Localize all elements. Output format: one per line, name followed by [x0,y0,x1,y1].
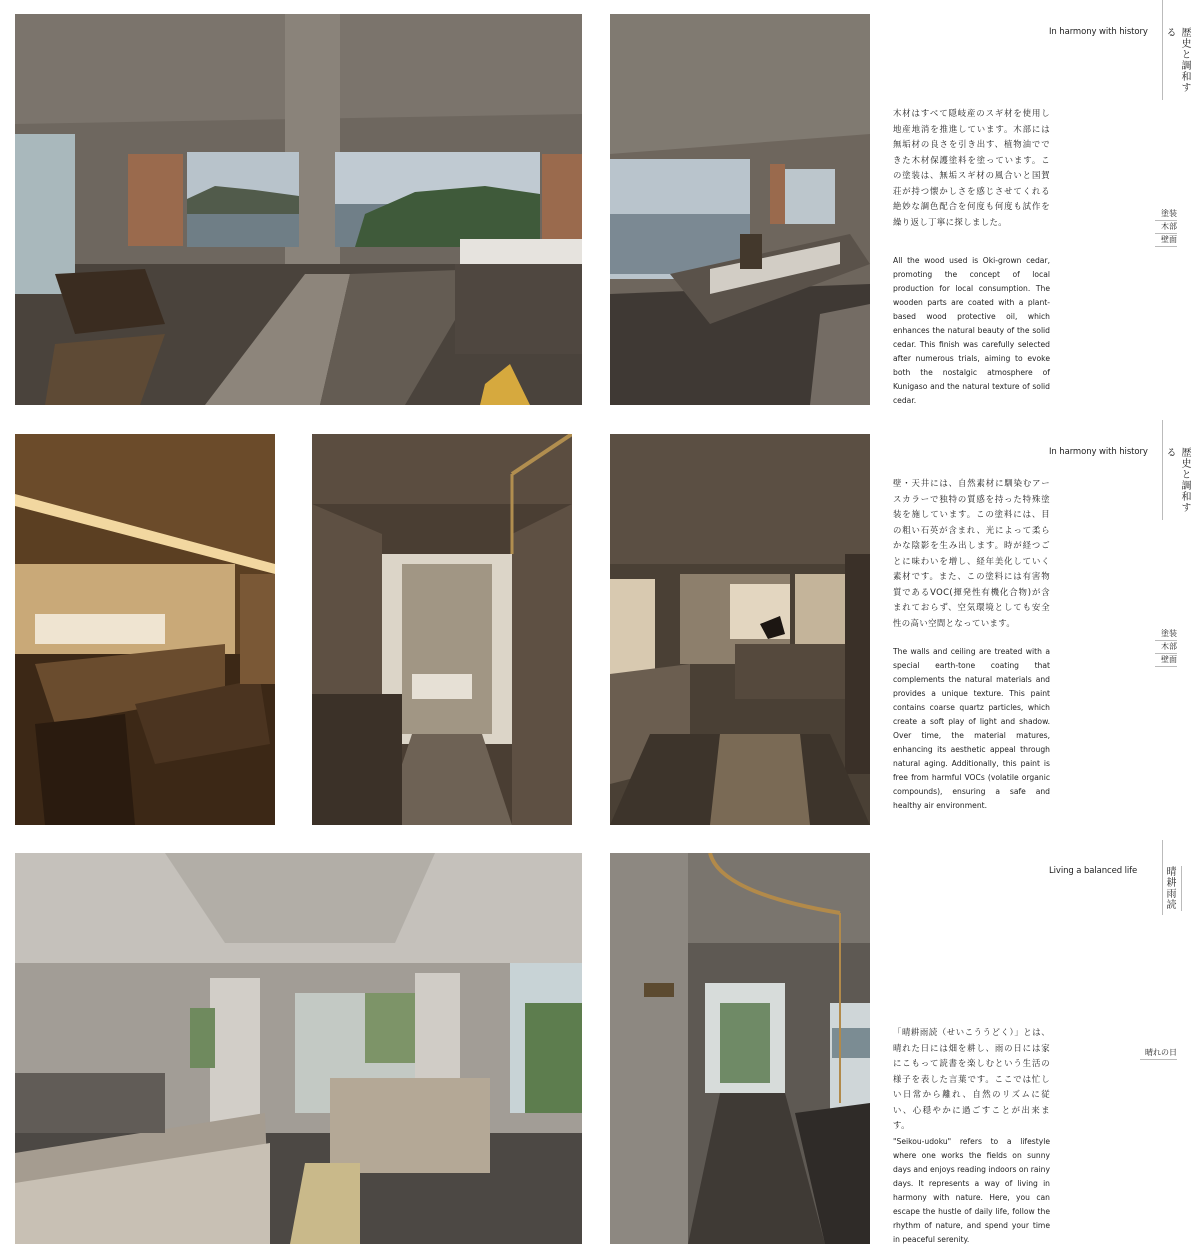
tag-item: 木部 [1155,641,1177,654]
photo-living-room-sea-view [15,14,582,405]
section-eyebrow: In harmony with history [1049,27,1148,37]
section-text-en: The walls and ceiling are treated with a special earth-tone coating that complements the natural materials and provides a unique texture. This paint contains coarse quartz particles, which create a soft play of light and shadow. Over time, the material matures, enhancing its aesthetic appeal through natural aging. Additionally, this paint is free from harmful VOCs (volatile organic compounds), ensuring a safe and healthy air environment. [893,647,1050,810]
divider [1162,0,1163,100]
section-tags [1140,1047,1177,1060]
section-text-en: All the wood used is Oki-grown cedar, promoting the concept of local production for local consumption. The wooden parts are coated with a plant-based wood protective oil, which enhances the natural beauty of the solid cedar. This finish was carefully selected after numerous trials, aiming to evoke both the nostalgic atmosphere of Kunigaso and the natural texture of solid cedar. [893,256,1050,405]
tag-item: 晴れの日 [1140,1047,1177,1060]
section-text-en: "Seikou-udoku" refers to a lifestyle where one works the fields on sunny days and enjoys reading indoors on rainy days. It represents a way of living in harmony with nature. Here, you can escape the hustle of daily life, follow the rhythm of nature, and spend your time in peaceful serenity. [893,1137,1050,1244]
section-eyebrow: Living a balanced life [1049,866,1138,876]
section-vertical-title: 晴耕雨読 [1162,866,1182,911]
section-text-jp: 「晴耕雨読（せいこううどく）」とは、晴れた日には畑を耕し、雨の日には家にこもって読書を楽しむという生活の様子を表した言葉です。ここでは忙しい日常から離れ、自然のリズムに従い、心穏やかに過ごすことが出来ます。 [893,1027,1050,1130]
photo-bathroom-corridor [312,434,572,825]
section-text-jp: 木材はすべて隠岐産のスギ材を使用し地産地消を推進しています。木部には無垢材の良さを引き出す、植物油でできた木材保護塗料を塗っています。この塗装は、無垢スギ材の風合いと国賀荘が持つ懐かしさを感じさせてくれる絶妙な調色配合を何度も何度も試作を繰り返し丁寧に探しました。 [893,108,1050,227]
section-tags [1155,628,1177,667]
section-eyebrow: In harmony with history [1049,447,1148,457]
divider [1162,840,1163,915]
tag-item: 壁面 [1155,654,1177,667]
photo-lounge-evening [15,434,275,825]
tag-item: 塗装 [1155,628,1177,641]
divider [1162,420,1163,520]
tag-item: 壁面 [1155,234,1177,247]
photo-open-living-daylight [15,853,582,1244]
section-text-jp: 壁・天井には、自然素材に馴染むアースカラーで独特の質感を持った特殊塗装を施しています。この塗料には、目の粗い石英が含まれ、光によって柔らかな陰影を生み出します。時が経つごとに味わいを増し、経年美化していく素材です。また、この塗料には有害物質であるVOC(揮発性有機化合物)が含まれておらず、空気環境としても安全性の高い空間となっています。 [893,478,1050,628]
tag-item: 木部 [1155,221,1177,234]
photo-living-desk-area [610,434,870,825]
tag-item: 塗装 [1155,208,1177,221]
section-vertical-title: 歴史と調和する [1162,447,1194,517]
section-tags [1155,208,1177,247]
photo-hallway-brass-rail [610,853,870,1244]
photo-room-terrace-view [610,14,870,405]
section-vertical-title: 歴史と調和する [1162,27,1194,97]
